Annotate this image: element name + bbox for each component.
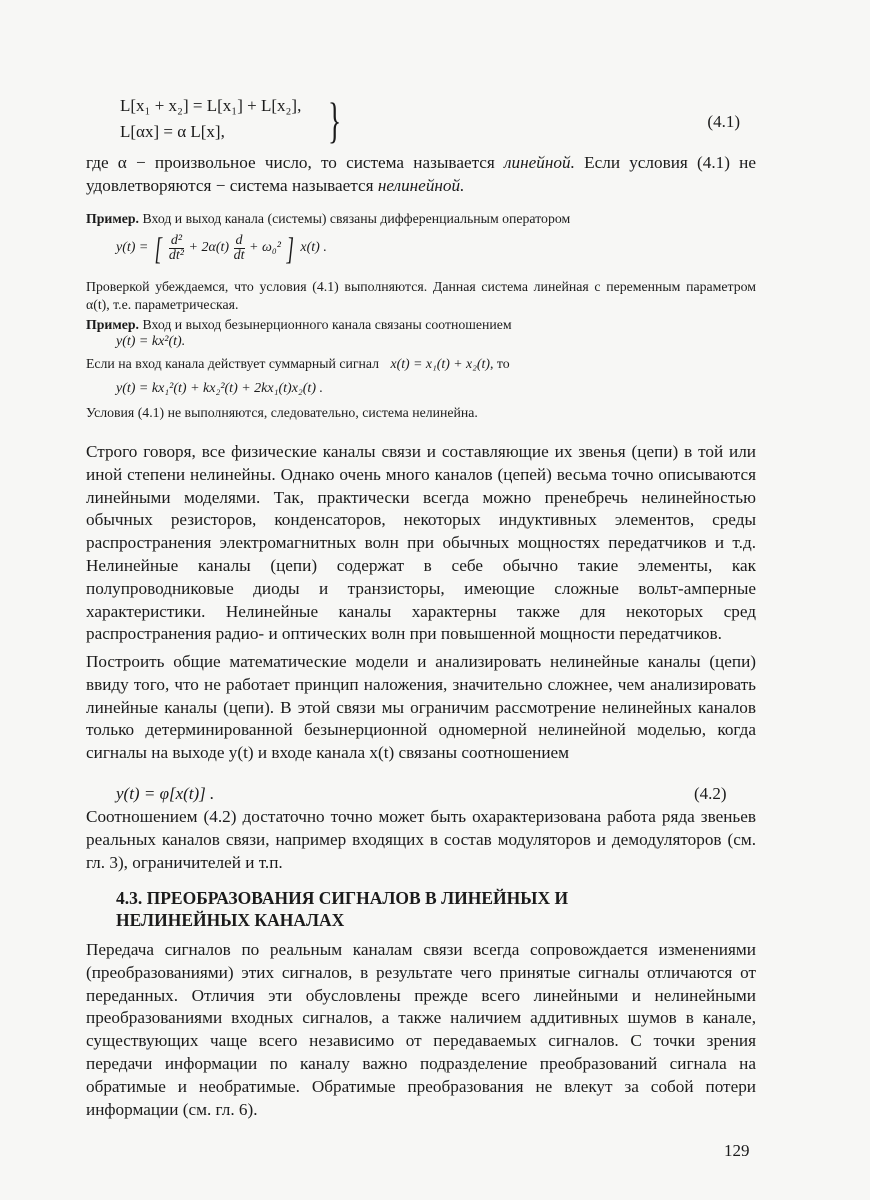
equation-4-1-line-1: L[x₁ + x₂] = L[x₁] + L[x₂], — [120, 96, 302, 115]
example-2-formula-2: y(t) = kx₁²(t) + kx₂²(t) + 2kx₁(t)x₂(t) . — [116, 381, 323, 396]
left-bracket: [ — [154, 230, 162, 266]
paragraph-relation: Соотношением (4.2) достаточно точно может быть охарактеризована работа ряда звеньев реальных каналов связи, например входящих в состав модуляторов и демодуляторов (см. гл. 3), ограничителей и т.п. — [86, 807, 756, 872]
linear-def-part-a: где α − произвольное число, то система называется — [86, 153, 505, 172]
example-2-text: Вход и выход безынерционного канала связаны соотношением — [139, 317, 512, 332]
example-1-label: Пример. — [86, 211, 139, 226]
example-2-conclusion: Условия (4.1) не выполняются, следовательно, система нелинейна. — [86, 405, 478, 420]
example-1-intro — [86, 210, 756, 228]
section-heading: 4.3. ПРЕОБРАЗОВАНИЯ СИГНАЛОВ В ЛИНЕЙНЫХ И НЕЛИНЕЙНЫХ КАНАЛАХ — [116, 888, 569, 930]
example-1-formula — [116, 232, 327, 264]
example-2-label: Пример. — [86, 317, 139, 332]
formula-mid: + 2α(t) — [188, 240, 230, 256]
example-1-text: Вход и выход канала (системы) связаны дифференциальным оператором — [139, 211, 571, 226]
formula-tail: + ω₀² — [249, 240, 281, 256]
example-2-intro — [86, 316, 756, 334]
example-1-check: Проверкой убеждаемся, что условия (4.1) выполняются. Данная система линейная с переменным параметром α(t), т.е. параметрическая. — [86, 279, 756, 312]
paragraph-transfer: Передача сигналов по реальным каналам связи всегда сопровождается изменениями (преобразованиями) этих сигналов, в результате чего принятые сигналы отличаются от переданных. Отличия эти обусловлены прежде всего линейными и нелинейными преобразованиями входных сигналов, а также наличием аддитивных шумов в канале, существующих чаще всего независимо от передаваемых сигналов. С точки зрения передачи информации по каналу важно подразделение преобразований сигнала на обратимые и необратимые. Обратимые преобразования не влекут за собой потери информации (см. гл. 6). — [86, 940, 756, 1119]
equation-number-4-2: (4.2) — [694, 784, 727, 803]
equation-4-1-line-2: L[αx] = α L[x], — [120, 122, 225, 141]
sum-signal-text: Если на вход канала действует суммарный сигнал — [86, 356, 380, 371]
page-number: 129 — [724, 1141, 750, 1160]
paragraph-linear-definition — [86, 152, 756, 198]
right-bracket: ] — [286, 230, 295, 266]
term-linear: линейной. — [504, 153, 575, 172]
fraction-d-dt: $\frac{d}{dt}$ — [233, 232, 245, 263]
equation-4-2: y(t) = φ[x(t)] . — [116, 784, 215, 803]
paragraph-strictly-speaking: Строго говоря, все физические каналы связи и составляющие их звенья (цепи) в той или иной степени нелинейны. Однако очень много каналов (цепей) весьма точно описываются линейными моделями. Так, практически всегда можно пренебречь нелинейностью обычных резисторов, конденсаторов, некоторых индуктивных элементов, среды распространения электромагнитных волн при обычных мощностях передатчиков и т.д. Нелинейные каналы (цепи) содержат в себе обычно такие элементы, как полупроводниковые диоды и транзисторы, имеющие сложные вольт-амперные характеристики. Нелинейные каналы характерны также для некоторых сред распространения радио- и оптических волн при повышенной мощности передатчиков. — [86, 442, 756, 644]
equation-number-4-1: (4.1) — [707, 112, 740, 131]
paragraph-build-models: Построить общие математические модели и анализировать нелинейные каналы (цепи) ввиду того, что не работает принцип наложения, значительно сложнее, чем анализировать линейные каналы (цепи). В этой связи мы ограничим рассмотрение нелинейных каналов только детерминированной безынерционной одномерной нелинейной моделью, когда сигналы на выходе y(t) и входе канала x(t) связаны соотношением — [86, 652, 756, 763]
sum-signal-formula: x(t) = x₁(t) + x₂(t) — [390, 356, 490, 371]
linear-def-part-c: Если условия (4.1) не удовлетворяются − система называется — [86, 153, 756, 195]
fraction-d2-dt2: $\frac{\text{d²}}{\text{dt²}}$ — [168, 232, 184, 263]
formula-rhs: x(t) . — [300, 240, 327, 256]
term-nonlinear: нелинейной. — [377, 175, 465, 195]
right-brace: } — [328, 92, 342, 148]
sum-signal-tail: , то — [489, 356, 510, 371]
equation-4-1 — [120, 92, 740, 152]
example-2-sum-line — [86, 355, 510, 373]
example-2-formula-1: y(t) = kx²(t). — [116, 334, 186, 349]
formula-lhs: y(t) = — [116, 240, 149, 256]
